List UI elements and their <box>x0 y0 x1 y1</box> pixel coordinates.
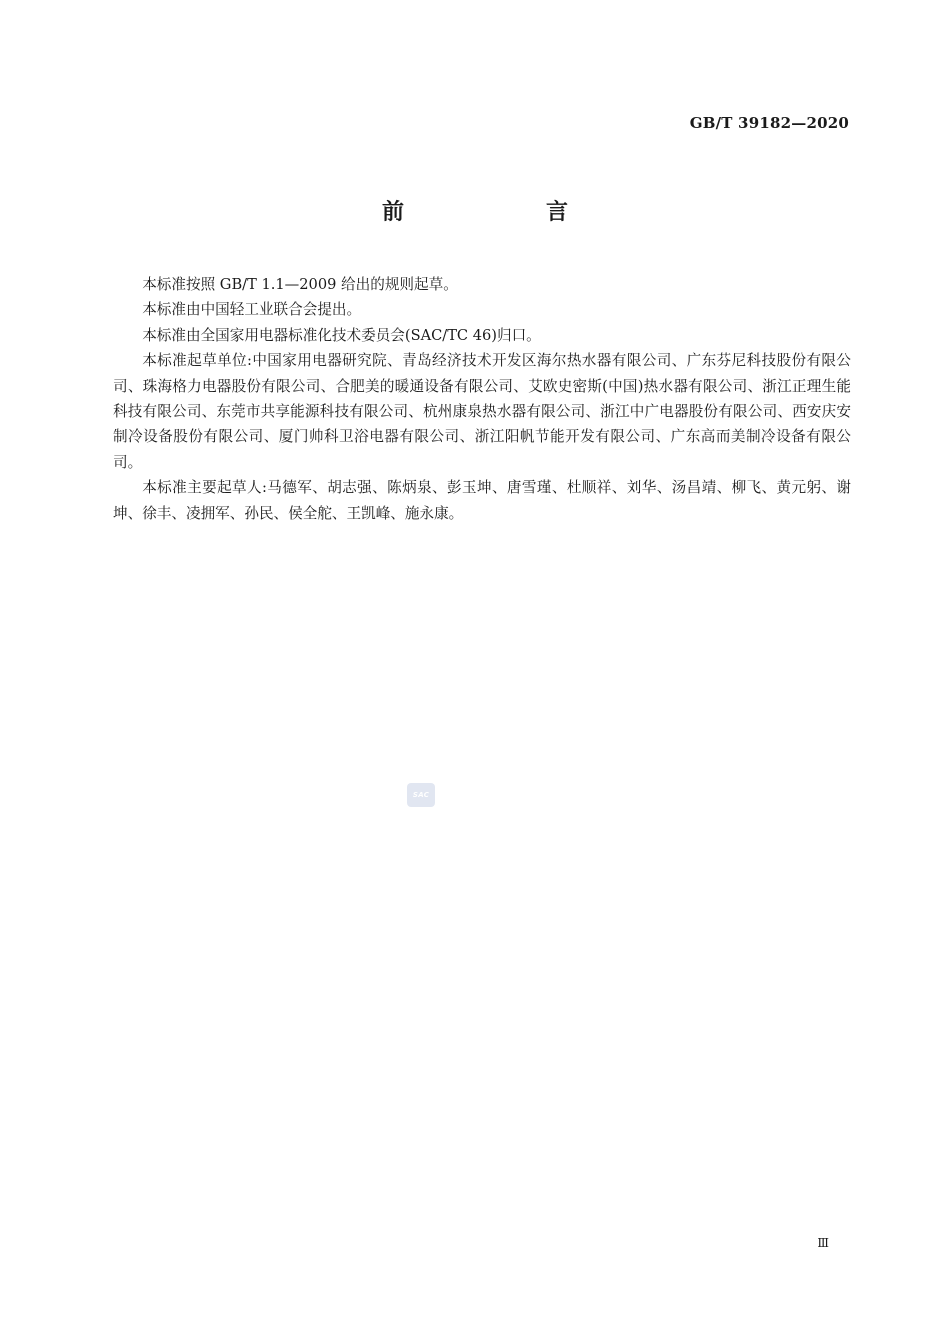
paragraph-technical-committee: 本标准由全国家用电器标准化技术委员会(SAC/TC 46)归口。 <box>142 326 541 344</box>
watermark-text: SAC <box>412 791 430 799</box>
page-number: Ⅲ <box>817 1236 829 1250</box>
paragraph-drafting-rules: 本标准按照 GB/T 1.1—2009 给出的规则起草。 <box>142 276 458 293</box>
foreword-body <box>113 272 851 526</box>
sac-watermark-logo <box>407 783 435 807</box>
paragraph-drafters: 本标准主要起草人:马德军、胡志强、陈炳泉、彭玉坤、唐雪瑾、杜顺祥、刘华、汤昌靖、柳飞、黄元躬、谢坤、徐丰、凌拥军、孙民、侯全舵、王凯峰、施永康。 <box>113 479 851 522</box>
paragraph-proposer: 本标准由中国轻工业联合会提出。 <box>142 301 362 319</box>
paragraph-drafting-units: 本标准起草单位:中国家用电器研究院、青岛经济技术开发区海尔热水器有限公司、广东芬尼科技股份有限公司、珠海格力电器股份有限公司、合肥美的暖通设备有限公司、艾欧史密斯(中国)热水器有限公司、浙江正理生能科技有限公司、东莞市共享能源科技有限公司、杭州康泉热水器有限公司、浙江中广电器股份有限公司、西安庆安制冷设备股份有限公司、厦门帅科卫浴电器有限公司、浙江阳帆节能开发有限公司、广东高而美制冷设备有限公司。 <box>113 352 851 471</box>
standard-number: GB/T 39182—2020 <box>689 114 849 132</box>
page-title: 前 言 <box>381 200 628 225</box>
